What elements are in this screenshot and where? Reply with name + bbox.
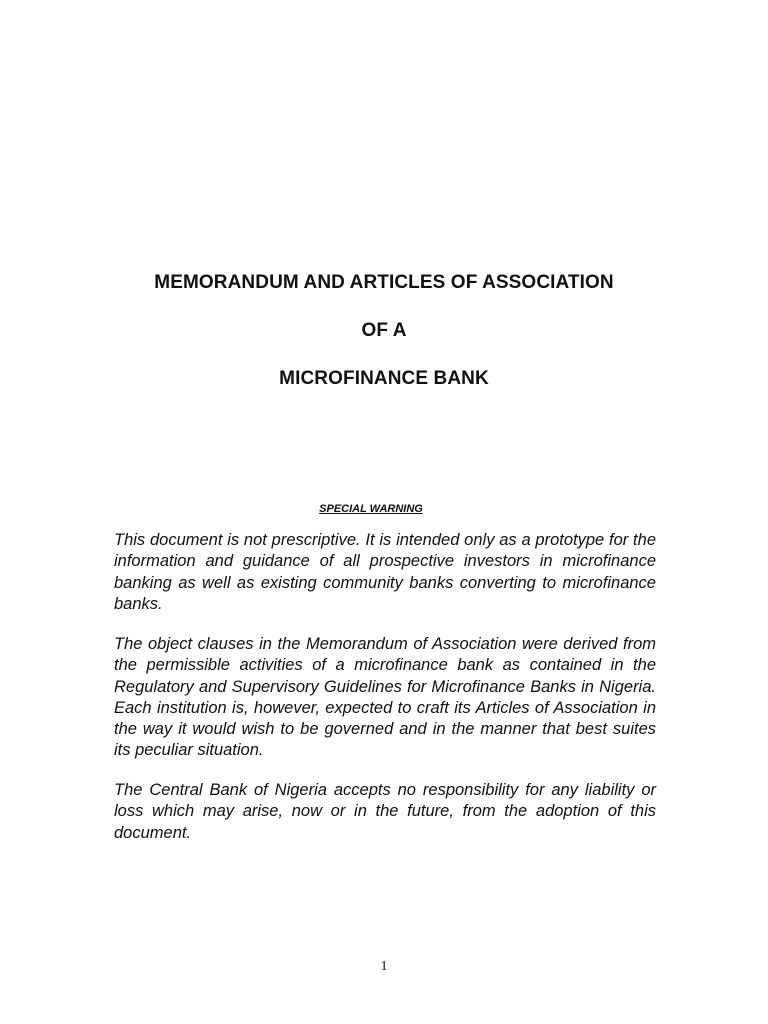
- special-warning-heading: SPECIAL WARNING: [319, 503, 423, 515]
- warning-paragraph-1: This document is not prescriptive. It is intended only as a prototype for the information and guidance of all prospective investors in microfinance banking as well as existing community banks converting to microfinance banks.: [114, 531, 656, 613]
- warning-paragraph-3: The Central Bank of Nigeria accepts no responsibility for any liability or loss which may arise, now or in the future, from the adoption of this document.: [114, 781, 656, 842]
- document-title-line-2: OF A: [361, 320, 407, 341]
- document-title-line-3: MICROFINANCE BANK: [279, 368, 489, 389]
- document-title-line-1: MEMORANDUM AND ARTICLES OF ASSOCIATION: [154, 272, 614, 293]
- page-number: 1: [380, 959, 388, 974]
- warning-paragraph-2: The object clauses in the Memorandum of Association were derived from the permissible activities of a microfinance bank as contained in the Regulatory and Supervisory Guidelines for Microfinance Banks in Nigeria. Each institution is, however, expected to craft its Articles of Association in the way it would wish to be governed and in the manner that best suites its peculiar situation.: [114, 635, 656, 760]
